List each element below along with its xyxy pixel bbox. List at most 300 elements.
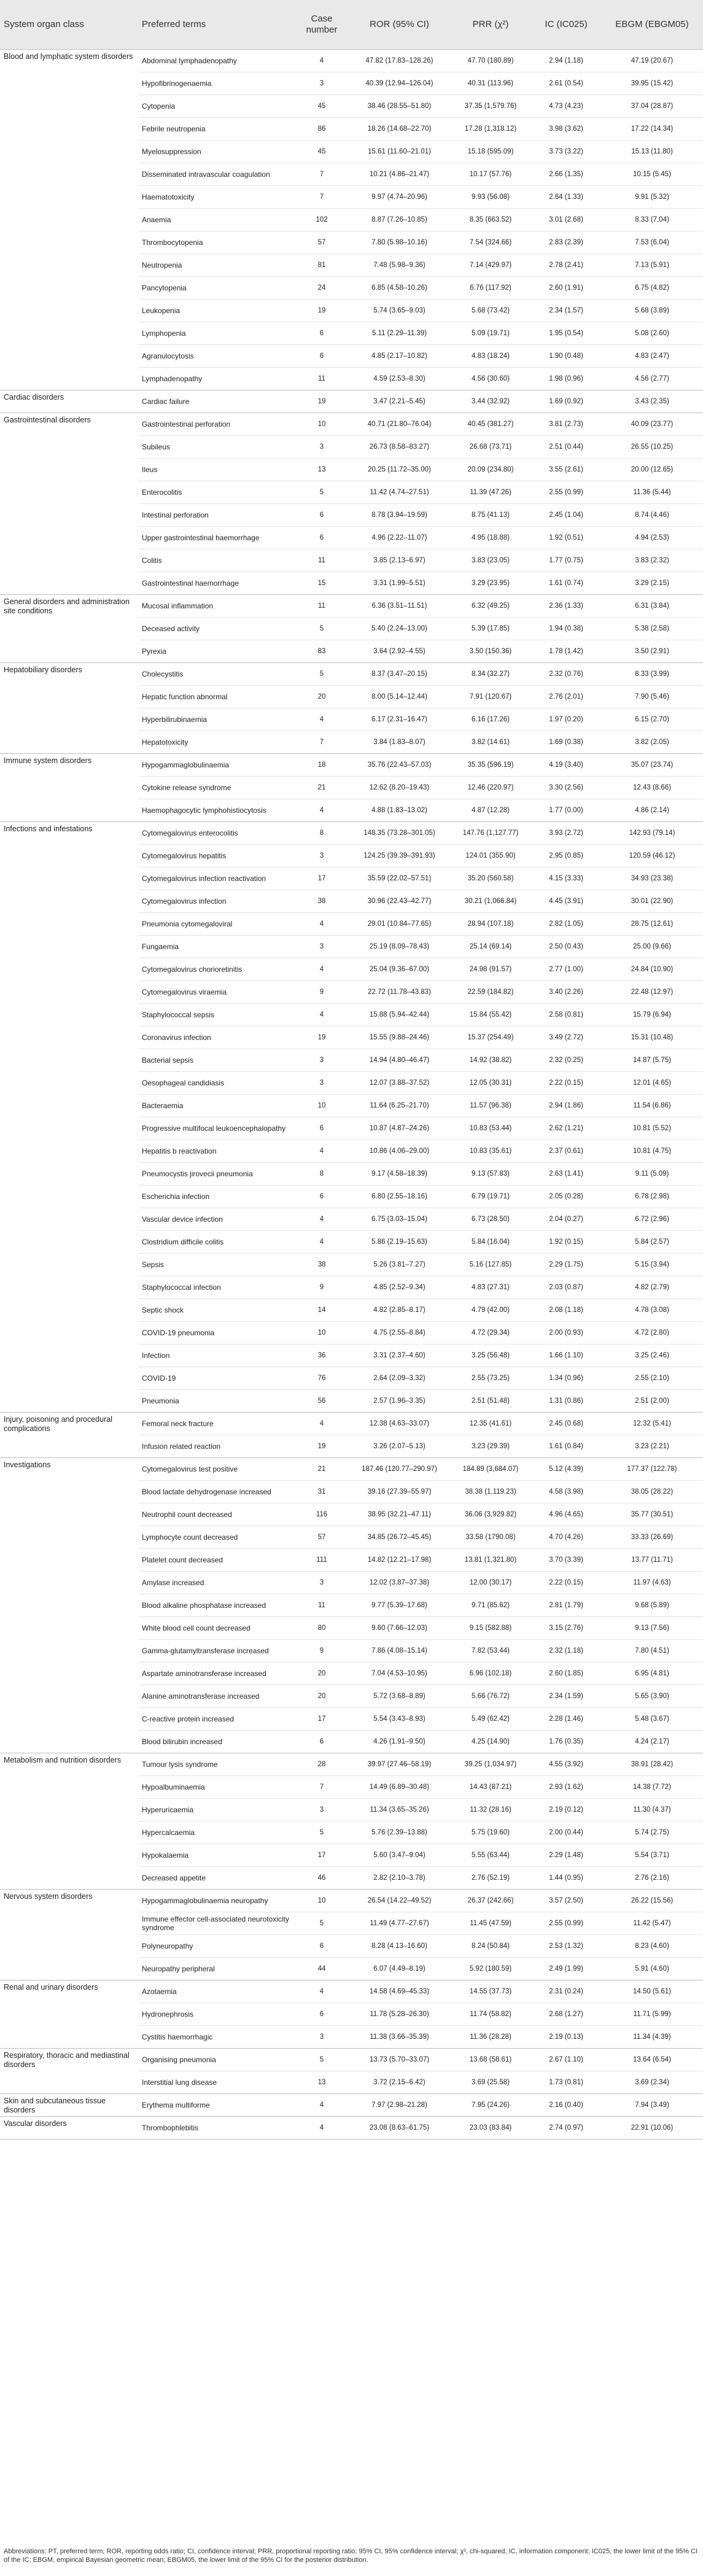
case-number-cell: 19 — [295, 300, 349, 322]
ic-cell: 1.98 (0.96) — [531, 368, 601, 390]
prr-cell: 10.83 (35.61) — [450, 1140, 531, 1163]
ror-cell: 26.73 (8.58–83.27) — [349, 436, 450, 459]
ebgm-cell: 11.34 (4.39) — [601, 2026, 703, 2049]
ebgm-cell: 8.33 (7.04) — [601, 209, 703, 231]
preferred-term-cell: Staphylococcal sepsis — [138, 1004, 295, 1026]
ic-cell: 3.57 (2.50) — [531, 1890, 601, 1912]
ic-cell: 3.01 (2.68) — [531, 209, 601, 231]
ebgm-cell: 10.15 (5.45) — [601, 163, 703, 186]
ebgm-cell: 5.38 (2.58) — [601, 618, 703, 640]
case-number-cell: 57 — [295, 231, 349, 254]
ror-cell: 12.02 (3.87–37.38) — [349, 1572, 450, 1594]
ic-cell: 2.60 (1.85) — [531, 1662, 601, 1685]
ror-cell: 148.35 (73.28–301.05) — [349, 822, 450, 845]
case-number-cell: 9 — [295, 1276, 349, 1299]
ic-cell: 2.81 (1.79) — [531, 1594, 601, 1617]
ror-cell: 8.37 (3.47–20.15) — [349, 663, 450, 686]
prr-cell: 11.32 (28.16) — [450, 1799, 531, 1821]
ebgm-cell: 4.78 (3.08) — [601, 1299, 703, 1322]
preferred-term-cell: Infusion related reaction — [138, 1435, 295, 1458]
ebgm-cell: 8.33 (3.99) — [601, 663, 703, 686]
preferred-term-cell: Oesophageal candidiasis — [138, 1072, 295, 1095]
case-number-cell: 13 — [295, 2071, 349, 2094]
prr-cell: 9.71 (85.62) — [450, 1594, 531, 1617]
ebgm-cell: 3.83 (2.32) — [601, 549, 703, 572]
ic-cell: 2.45 (0.68) — [531, 1413, 601, 1435]
case-number-cell: 36 — [295, 1344, 349, 1367]
preferred-term-cell: Cytokine release syndrome — [138, 777, 295, 799]
case-number-cell: 17 — [295, 1708, 349, 1731]
case-number-cell: 4 — [295, 2117, 349, 2140]
ic-cell: 2.31 (0.24) — [531, 1980, 601, 2003]
ic-cell: 2.22 (0.15) — [531, 1572, 601, 1594]
table-row — [0, 1413, 703, 1435]
case-number-cell: 8 — [295, 1163, 349, 1185]
ic-cell: 2.64 (1.33) — [531, 186, 601, 209]
preferred-term-cell: Hydronephrosis — [138, 2003, 295, 2026]
table-row — [0, 754, 703, 777]
ic-cell: 1.95 (0.54) — [531, 322, 601, 345]
ebgm-cell: 12.32 (5.41) — [601, 1413, 703, 1435]
prr-cell: 12.00 (30.17) — [450, 1572, 531, 1594]
ebgm-cell: 40.09 (23.77) — [601, 413, 703, 436]
case-number-cell: 19 — [295, 1435, 349, 1458]
case-number-cell: 3 — [295, 2026, 349, 2049]
ic-cell: 3.98 (3.62) — [531, 118, 601, 141]
ebgm-cell: 3.50 (2.91) — [601, 640, 703, 663]
ror-cell: 6.85 (4.58–10.26) — [349, 277, 450, 300]
prr-cell: 3.69 (25.58) — [450, 2071, 531, 2094]
prr-cell: 4.79 (42.00) — [450, 1299, 531, 1322]
table-row — [0, 595, 703, 618]
prr-cell: 36.06 (3,929.82) — [450, 1503, 531, 1526]
ror-cell: 29.01 (10.84–77.65) — [349, 913, 450, 936]
preferred-term-cell: Blood bilirubin increased — [138, 1731, 295, 1753]
ror-cell: 23.08 (8.63–61.75) — [349, 2117, 450, 2140]
table-row — [0, 1890, 703, 1912]
case-number-cell: 19 — [295, 1026, 349, 1049]
preferred-term-cell: Gamma-glutamyltransferase increased — [138, 1640, 295, 1662]
preferred-term-cell: Disseminated intravascular coagulation — [138, 163, 295, 186]
table-row — [0, 1753, 703, 1776]
ic-cell: 2.77 (1.00) — [531, 958, 601, 981]
ic-cell: 1.34 (0.96) — [531, 1367, 601, 1390]
ic-cell: 2.45 (1.04) — [531, 504, 601, 527]
ebgm-cell: 22.48 (12.97) — [601, 981, 703, 1004]
preferred-term-cell: Haemophagocytic lymphohistiocytosis — [138, 799, 295, 822]
prr-cell: 5.92 (180.59) — [450, 1958, 531, 1980]
ebgm-cell: 4.82 (2.79) — [601, 1276, 703, 1299]
ic-cell: 1.61 (0.74) — [531, 572, 601, 595]
preferred-term-cell: Lymphocyte count decreased — [138, 1526, 295, 1549]
ebgm-cell: 37.04 (28.87) — [601, 95, 703, 118]
case-number-cell: 6 — [295, 2003, 349, 2026]
system-organ-class: Blood and lymphatic system disorders — [0, 50, 138, 390]
ic-cell: 3.70 (3.39) — [531, 1549, 601, 1572]
prr-cell: 28.94 (107.18) — [450, 913, 531, 936]
prr-cell: 35.20 (560.58) — [450, 867, 531, 890]
ic-cell: 2.34 (1.57) — [531, 300, 601, 322]
ebgm-cell: 14.87 (5.75) — [601, 1049, 703, 1072]
case-number-cell: 4 — [295, 1208, 349, 1231]
preferred-term-cell: Agranulocytosis — [138, 345, 295, 368]
case-number-cell: 8 — [295, 822, 349, 845]
case-number-cell: 10 — [295, 1095, 349, 1117]
ror-cell: 3.47 (2.21–5.45) — [349, 390, 450, 413]
ror-cell: 5.60 (3.47–9.04) — [349, 1844, 450, 1867]
case-number-cell: 7 — [295, 186, 349, 209]
prr-cell: 8.75 (41.13) — [450, 504, 531, 527]
preferred-term-cell: Pancytopenia — [138, 277, 295, 300]
preferred-term-cell: Hyperbilirubinaemia — [138, 708, 295, 731]
prr-cell: 40.45 (381.27) — [450, 413, 531, 436]
ror-cell: 4.88 (1.83–13.02) — [349, 799, 450, 822]
preferred-term-cell: Tumour lysis syndrome — [138, 1753, 295, 1776]
prr-cell: 6.76 (117.92) — [450, 277, 531, 300]
ebgm-cell: 5.68 (3.89) — [601, 300, 703, 322]
ebgm-cell: 5.54 (3.71) — [601, 1844, 703, 1867]
preferred-term-cell: Hepatotoxicity — [138, 731, 295, 754]
ic-cell: 2.37 (0.61) — [531, 1140, 601, 1163]
ic-cell: 2.16 (0.40) — [531, 2094, 601, 2117]
ic-cell: 2.32 (0.25) — [531, 1049, 601, 1072]
ebgm-cell: 13.64 (6.54) — [601, 2049, 703, 2071]
prr-cell: 4.87 (12.28) — [450, 799, 531, 822]
ror-cell: 4.96 (2.22–11.07) — [349, 527, 450, 549]
header-case-number: Case number — [295, 0, 349, 50]
header-ror: ROR (95% CI) — [349, 0, 450, 50]
preferred-term-cell: Vascular device infection — [138, 1208, 295, 1231]
system-organ-class: Nervous system disorders — [0, 1890, 138, 1980]
case-number-cell: 86 — [295, 118, 349, 141]
case-number-cell: 4 — [295, 708, 349, 731]
preferred-term-cell: Hypogammaglobulinaemia neuropathy — [138, 1890, 295, 1912]
ebgm-cell: 33.33 (26.69) — [601, 1526, 703, 1549]
ebgm-cell: 120.59 (46.12) — [601, 845, 703, 867]
ror-cell: 7.48 (5.98–9.36) — [349, 254, 450, 277]
header-preferred-terms: Preferred terms — [138, 0, 295, 50]
ic-cell: 4.15 (3.33) — [531, 867, 601, 890]
ebgm-cell: 34.93 (23.38) — [601, 867, 703, 890]
case-number-cell: 6 — [295, 1935, 349, 1958]
ror-cell: 4.85 (2.52–9.34) — [349, 1276, 450, 1299]
prr-cell: 5.84 (16.04) — [450, 1231, 531, 1254]
preferred-term-cell: Platelet count decreased — [138, 1549, 295, 1572]
ror-cell: 8.28 (4.13–16.60) — [349, 1935, 450, 1958]
ror-cell: 15.55 (9.88–24.46) — [349, 1026, 450, 1049]
ebgm-cell: 9.91 (5.32) — [601, 186, 703, 209]
ror-cell: 18.26 (14.68–22.70) — [349, 118, 450, 141]
case-number-cell: 3 — [295, 1799, 349, 1821]
ic-cell: 2.49 (1.99) — [531, 1958, 601, 1980]
prr-cell: 2.55 (73.25) — [450, 1367, 531, 1390]
ebgm-cell: 38.05 (28.22) — [601, 1481, 703, 1503]
case-number-cell: 7 — [295, 731, 349, 754]
ic-cell: 4.19 (3.40) — [531, 754, 601, 777]
case-number-cell: 13 — [295, 459, 349, 481]
case-number-cell: 80 — [295, 1617, 349, 1640]
system-organ-class: Gastrointestinal disorders — [0, 413, 138, 595]
case-number-cell: 9 — [295, 981, 349, 1004]
case-number-cell: 3 — [295, 1072, 349, 1095]
prr-cell: 6.32 (49.25) — [450, 595, 531, 618]
preferred-term-cell: Hypofibrinogenaemia — [138, 72, 295, 95]
ebgm-cell: 24.84 (10.90) — [601, 958, 703, 981]
preferred-term-cell: Haematotoxicity — [138, 186, 295, 209]
ror-cell: 5.72 (3.68–8.89) — [349, 1685, 450, 1708]
ebgm-cell: 30.01 (22.90) — [601, 890, 703, 913]
preferred-term-cell: Cytopenia — [138, 95, 295, 118]
ror-cell: 35.59 (22.02–57.51) — [349, 867, 450, 890]
prr-cell: 25.14 (69.14) — [450, 936, 531, 958]
ic-cell: 2.94 (1.18) — [531, 50, 601, 72]
preferred-term-cell: Febrile neutropenia — [138, 118, 295, 141]
case-number-cell: 11 — [295, 1594, 349, 1617]
ic-cell: 1.97 (0.20) — [531, 708, 601, 731]
ic-cell: 2.51 (0.44) — [531, 436, 601, 459]
ror-cell: 8.00 (5.14–12.44) — [349, 686, 450, 708]
ebgm-cell: 3.43 (2.35) — [601, 390, 703, 413]
preferred-term-cell: Polyneuropathy — [138, 1935, 295, 1958]
ic-cell: 2.82 (1.05) — [531, 913, 601, 936]
prr-cell: 3.23 (29.39) — [450, 1435, 531, 1458]
preferred-term-cell: Bacterial sepsis — [138, 1049, 295, 1072]
ic-cell: 1.69 (0.92) — [531, 390, 601, 413]
case-number-cell: 18 — [295, 754, 349, 777]
ebgm-cell: 5.48 (3.67) — [601, 1708, 703, 1731]
ror-cell: 3.84 (1.83–8.07) — [349, 731, 450, 754]
prr-cell: 20.09 (234.80) — [450, 459, 531, 481]
ror-cell: 2.57 (1.96–3.35) — [349, 1390, 450, 1413]
case-number-cell: 31 — [295, 1481, 349, 1503]
system-organ-class: Skin and subcutaneous tissue disorders — [0, 2094, 138, 2117]
case-number-cell: 9 — [295, 1640, 349, 1662]
case-number-cell: 14 — [295, 1299, 349, 1322]
case-number-cell: 5 — [295, 618, 349, 640]
ror-cell: 124.25 (39.39–391.93) — [349, 845, 450, 867]
ror-cell: 9.77 (5.39–17.68) — [349, 1594, 450, 1617]
ic-cell: 2.34 (1.59) — [531, 1685, 601, 1708]
ebgm-cell: 5.91 (4.60) — [601, 1958, 703, 1980]
system-organ-class: Immune system disorders — [0, 754, 138, 822]
preferred-term-cell: Neutrophil count decreased — [138, 1503, 295, 1526]
prr-cell: 124.01 (355.90) — [450, 845, 531, 867]
case-number-cell: 38 — [295, 890, 349, 913]
preferred-term-cell: Deceased activity — [138, 618, 295, 640]
prr-cell: 40.31 (113.96) — [450, 72, 531, 95]
case-number-cell: 11 — [295, 595, 349, 618]
case-number-cell: 45 — [295, 95, 349, 118]
ic-cell: 1.94 (0.38) — [531, 618, 601, 640]
preferred-term-cell: Bacteraemia — [138, 1095, 295, 1117]
prr-cell: 3.44 (32.92) — [450, 390, 531, 413]
case-number-cell: 45 — [295, 141, 349, 163]
ic-cell: 2.19 (0.13) — [531, 2026, 601, 2049]
ebgm-cell: 9.68 (5.89) — [601, 1594, 703, 1617]
preferred-term-cell: Pyrexia — [138, 640, 295, 663]
preferred-term-cell: Blood alkaline phosphatase increased — [138, 1594, 295, 1617]
case-number-cell: 7 — [295, 1776, 349, 1799]
ic-cell: 2.32 (0.76) — [531, 663, 601, 686]
prr-cell: 9.93 (56.08) — [450, 186, 531, 209]
preferred-term-cell: Infection — [138, 1344, 295, 1367]
preferred-term-cell: Hypogammaglobulinaemia — [138, 754, 295, 777]
prr-cell: 7.82 (53.44) — [450, 1640, 531, 1662]
prr-cell: 10.83 (53.44) — [450, 1117, 531, 1140]
ror-cell: 7.86 (4.08–15.14) — [349, 1640, 450, 1662]
case-number-cell: 19 — [295, 390, 349, 413]
ic-cell: 1.73 (0.81) — [531, 2071, 601, 2094]
table-row — [0, 1458, 703, 1481]
ic-cell: 2.67 (1.10) — [531, 2049, 601, 2071]
ebgm-cell: 7.90 (5.46) — [601, 686, 703, 708]
ror-cell: 25.19 (8.09–78.43) — [349, 936, 450, 958]
ebgm-cell: 7.13 (5.91) — [601, 254, 703, 277]
prr-cell: 12.05 (30.31) — [450, 1072, 531, 1095]
ror-cell: 2.64 (2.09–3.32) — [349, 1367, 450, 1390]
ebgm-cell: 177.37 (122.78) — [601, 1458, 703, 1481]
case-number-cell: 3 — [295, 72, 349, 95]
preferred-term-cell: Interstitial lung disease — [138, 2071, 295, 2094]
ebgm-cell: 26.55 (10.25) — [601, 436, 703, 459]
ic-cell: 2.08 (1.18) — [531, 1299, 601, 1322]
ic-cell: 2.05 (0.28) — [531, 1185, 601, 1208]
system-organ-class: Injury, poisoning and procedural complications — [0, 1413, 138, 1458]
ror-cell: 5.74 (3.65–9.03) — [349, 300, 450, 322]
case-number-cell: 3 — [295, 936, 349, 958]
ebgm-cell: 7.53 (6.04) — [601, 231, 703, 254]
ror-cell: 39.16 (27.39–55.97) — [349, 1481, 450, 1503]
ebgm-cell: 11.71 (5.99) — [601, 2003, 703, 2026]
ror-cell: 40.71 (21.80–76.04) — [349, 413, 450, 436]
ror-cell: 20.25 (11.72–35.00) — [349, 459, 450, 481]
ebgm-cell: 5.74 (2.75) — [601, 1821, 703, 1844]
case-number-cell: 11 — [295, 549, 349, 572]
prr-cell: 12.35 (41.61) — [450, 1413, 531, 1435]
ror-cell: 12.07 (3.88–37.52) — [349, 1072, 450, 1095]
ic-cell: 2.03 (0.87) — [531, 1276, 601, 1299]
prr-cell: 14.55 (37.73) — [450, 1980, 531, 2003]
ebgm-cell: 5.84 (2.57) — [601, 1231, 703, 1254]
table-row — [0, 663, 703, 686]
preferred-term-cell: COVID-19 pneumonia — [138, 1322, 295, 1344]
ror-cell: 7.97 (2.98–21.28) — [349, 2094, 450, 2117]
ror-cell: 4.59 (2.53–8.30) — [349, 368, 450, 390]
system-organ-class: Investigations — [0, 1458, 138, 1753]
ebgm-cell: 14.50 (5.61) — [601, 1980, 703, 2003]
ic-cell: 3.49 (2.72) — [531, 1026, 601, 1049]
preferred-term-cell: Leukopenia — [138, 300, 295, 322]
preferred-term-cell: Hypoalbuminaemia — [138, 1776, 295, 1799]
ror-cell: 3.26 (2.07–5.13) — [349, 1435, 450, 1458]
header-ebgm: EBGM (EBGM05) — [601, 0, 703, 50]
ebgm-cell: 2.55 (2.10) — [601, 1367, 703, 1390]
prr-cell: 3.83 (23.05) — [450, 549, 531, 572]
ror-cell: 11.38 (3.66–35.39) — [349, 2026, 450, 2049]
ebgm-cell: 6.72 (2.96) — [601, 1208, 703, 1231]
case-number-cell: 6 — [295, 1117, 349, 1140]
prr-cell: 33.58 (1790.08) — [450, 1526, 531, 1549]
case-number-cell: 21 — [295, 1458, 349, 1481]
preferred-term-cell: Clostridium difficile colitis — [138, 1231, 295, 1254]
ic-cell: 1.31 (0.86) — [531, 1390, 601, 1413]
preferred-term-cell: Pneumonia cytomegaloviral — [138, 913, 295, 936]
header-soc: System organ class — [0, 0, 138, 50]
prr-cell: 38.38 (1,119.23) — [450, 1481, 531, 1503]
table-row — [0, 822, 703, 845]
preferred-term-cell: Pneumonia — [138, 1390, 295, 1413]
prr-cell: 147.76 (1,127.77) — [450, 822, 531, 845]
ebgm-cell: 26.22 (15.56) — [601, 1890, 703, 1912]
preferred-term-cell: Hypercalcaemia — [138, 1821, 295, 1844]
prr-cell: 8.35 (663.52) — [450, 209, 531, 231]
ic-cell: 3.15 (2.76) — [531, 1617, 601, 1640]
preferred-term-cell: Septic shock — [138, 1299, 295, 1322]
ebgm-cell: 15.31 (10.48) — [601, 1026, 703, 1049]
prr-cell: 14.92 (38.82) — [450, 1049, 531, 1072]
preferred-term-cell: COVID-19 — [138, 1367, 295, 1390]
case-number-cell: 10 — [295, 413, 349, 436]
case-number-cell: 4 — [295, 913, 349, 936]
prr-cell: 2.51 (51.48) — [450, 1390, 531, 1413]
case-number-cell: 6 — [295, 504, 349, 527]
prr-cell: 11.36 (28.28) — [450, 2026, 531, 2049]
ror-cell: 11.64 (6.25–21.70) — [349, 1095, 450, 1117]
prr-cell: 3.29 (23.95) — [450, 572, 531, 595]
ror-cell: 6.80 (2.55–18.16) — [349, 1185, 450, 1208]
prr-cell: 11.74 (58.82) — [450, 2003, 531, 2026]
ic-cell: 2.78 (2.41) — [531, 254, 601, 277]
table-footnote: Abbreviations: PT, preferred term; ROR, reporting odds ratio; CI, confidence interval; PRR, proportional reporting ratio; 95% CI, 95% confidence interval; χ², chi-squared; IC, information component; IC025, the lower limit of the 95% CI of the IC; EBGM, empirical Bayesian geometric mean; EBGM05, the lower limit of the 95% CI for the posterior distribution. — [4, 2548, 698, 2564]
ebgm-cell: 2.51 (2.00) — [601, 1390, 703, 1413]
preferred-term-cell: Hepatitis b reactivation — [138, 1140, 295, 1163]
ic-cell: 5.12 (4.39) — [531, 1458, 601, 1481]
ic-cell: 1.78 (1.42) — [531, 640, 601, 663]
ebgm-cell: 15.13 (11.80) — [601, 141, 703, 163]
prr-cell: 3.82 (14.61) — [450, 731, 531, 754]
table-row — [0, 1980, 703, 2003]
ebgm-cell: 7.80 (4.51) — [601, 1640, 703, 1662]
case-number-cell: 3 — [295, 845, 349, 867]
preferred-term-cell: Amylase increased — [138, 1572, 295, 1594]
prr-cell: 17.28 (1,318.12) — [450, 118, 531, 141]
preferred-term-cell: Pneumocystis jirovecii pneumonia — [138, 1163, 295, 1185]
case-number-cell: 4 — [295, 2094, 349, 2117]
ebgm-cell: 6.75 (4.82) — [601, 277, 703, 300]
preferred-term-cell: Cytomegalovirus chorioretinitis — [138, 958, 295, 981]
case-number-cell: 6 — [295, 527, 349, 549]
ic-cell: 2.63 (1.41) — [531, 1163, 601, 1185]
ror-cell: 5.54 (3.43–8.93) — [349, 1708, 450, 1731]
ror-cell: 22.72 (11.78–43.83) — [349, 981, 450, 1004]
ic-cell: 1.76 (0.35) — [531, 1731, 601, 1753]
ebgm-cell: 11.97 (4.63) — [601, 1572, 703, 1594]
ebgm-cell: 11.42 (5.47) — [601, 1912, 703, 1935]
ror-cell: 30.96 (22.43–42.77) — [349, 890, 450, 913]
system-organ-class: Renal and urinary disorders — [0, 1980, 138, 2049]
system-organ-class: Metabolism and nutrition disorders — [0, 1753, 138, 1890]
preferred-term-cell: Escherichia infection — [138, 1185, 295, 1208]
ror-cell: 25.04 (9.36–67.00) — [349, 958, 450, 981]
ic-cell: 4.73 (4.23) — [531, 95, 601, 118]
system-organ-class: General disorders and administration site conditions — [0, 595, 138, 663]
case-number-cell: 24 — [295, 277, 349, 300]
ebgm-cell: 3.29 (2.15) — [601, 572, 703, 595]
case-number-cell: 81 — [295, 254, 349, 277]
ebgm-cell: 3.69 (2.34) — [601, 2071, 703, 2094]
ic-cell: 2.55 (0.99) — [531, 1912, 601, 1935]
ic-cell: 2.61 (0.54) — [531, 72, 601, 95]
